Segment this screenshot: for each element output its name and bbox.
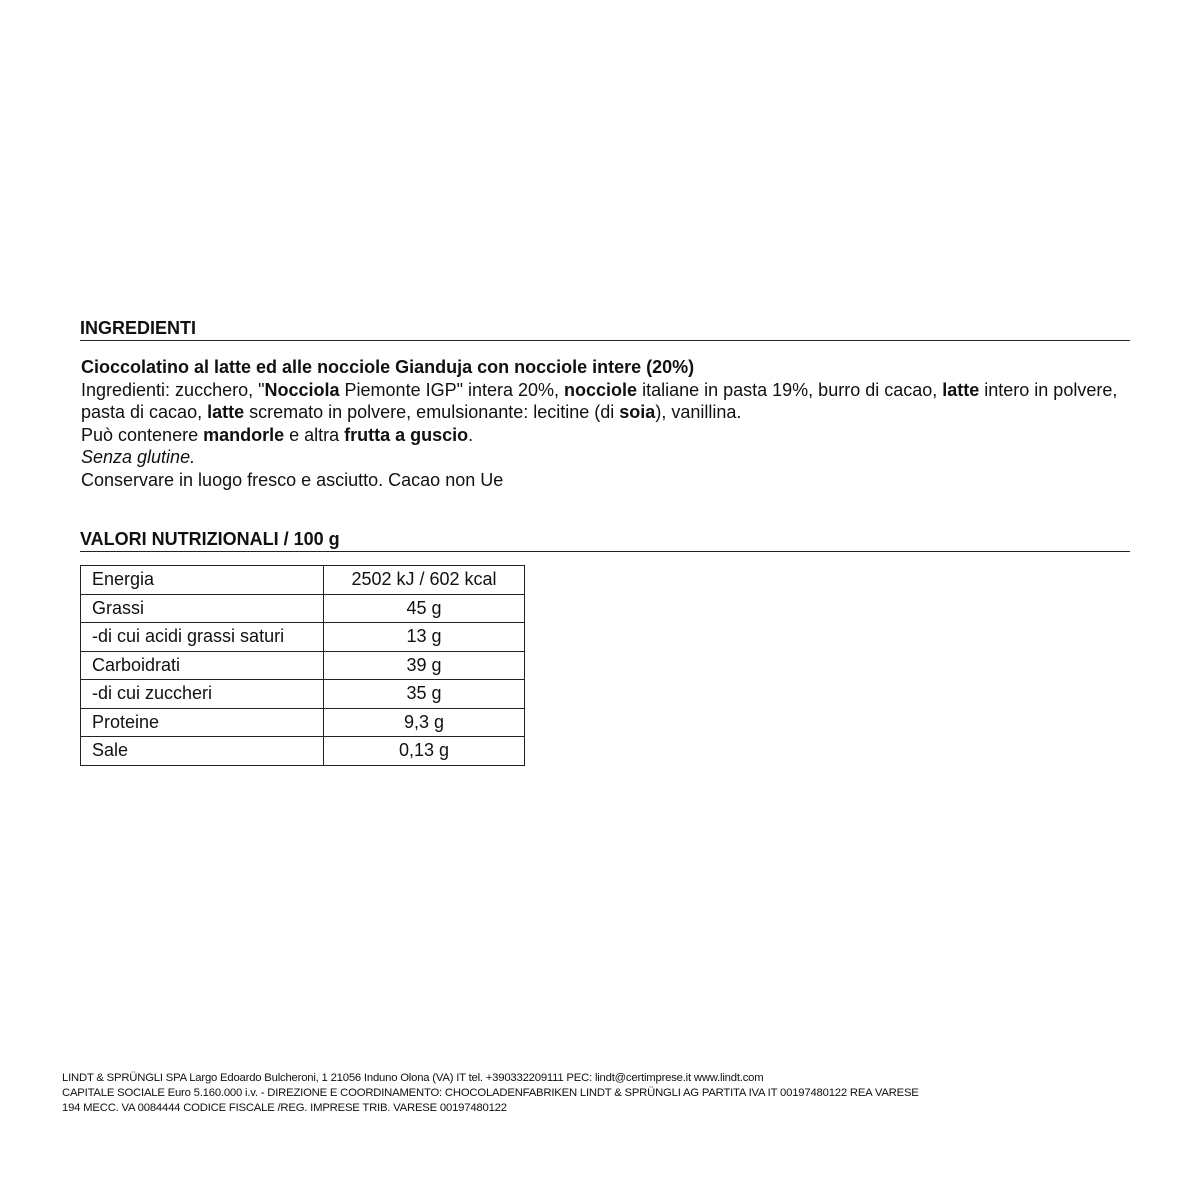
nutrition-row (81, 594, 525, 623)
nutrition-row (81, 680, 525, 709)
nutrient-value: 13 g (324, 623, 525, 652)
product-name: Cioccolatino al latte ed alle nocciole Gianduja con nocciole intere (20%) (81, 357, 695, 377)
nutrition-row (81, 737, 525, 766)
allergen-text: soia (619, 402, 656, 422)
nutrition-heading: VALORI NUTRIZIONALI / 100 g (80, 528, 1130, 552)
footer-line: CAPITALE SOCIALE Euro 5.160.000 i.v. - DIREZIONE E COORDINAMENTO: CHOCOLADENFABRIKEN LINDT & SPRÜNGLI AG PARTITA IVA IT 00197480122 REA VARESE (62, 1087, 919, 1099)
ingredient-text: intero in polvere, pasta di cacao, (81, 379, 1118, 422)
ingredient-text: italiane in pasta 19%, burro di cacao, (637, 379, 943, 400)
nutrient-value: 35 g (324, 680, 525, 709)
company-footer (62, 1071, 1162, 1116)
nutrition-row (81, 623, 525, 652)
nutrition-row (81, 708, 525, 737)
allergen-text: Nocciola (264, 379, 340, 400)
nutrient-value: 9,3 g (324, 708, 525, 737)
nutrition-table (80, 565, 525, 766)
nutrient-value: 2502 kJ / 602 kcal (324, 566, 525, 595)
nutrient-label: Grassi (81, 594, 324, 623)
ingredient-text: Piemonte IGP" intera 20%, (339, 379, 565, 400)
allergen-text: latte (942, 379, 980, 400)
ingredient-text: Ingredienti: zucchero, " (81, 379, 265, 400)
nutrient-value: 45 g (324, 594, 525, 623)
nutrient-label: -di cui acidi grassi saturi (81, 623, 324, 652)
nutrient-label: -di cui zuccheri (81, 680, 324, 709)
allergen-text: latte (207, 402, 245, 422)
nutrient-label: Energia (81, 566, 324, 595)
nutrient-value: 39 g (324, 651, 525, 680)
ingredient-text: scremato in polvere, emulsionante: lecitine (di (244, 402, 620, 422)
allergen-warning (81, 424, 1141, 447)
nutrition-row (81, 651, 525, 680)
footer-line: 194 MECC. VA 0084444 CODICE FISCALE /REG. IMPRESE TRIB. VARESE 00197480122 (62, 1102, 507, 1114)
allergen-text: nocciole (564, 379, 638, 400)
nutrient-label: Sale (81, 737, 324, 766)
nutrient-label: Proteine (81, 708, 324, 737)
allergen-text: frutta a guscio (344, 424, 469, 445)
ingredient-text: . (468, 424, 474, 445)
footer-line: LINDT & SPRÜNGLI SPA Largo Edoardo Bulcheroni, 1 21056 Induno Olona (VA) IT tel. +390332209111 PEC: lindt@certimprese.it www.lindt.com (62, 1072, 764, 1084)
gluten-free-note: Senza glutine. (81, 447, 196, 467)
nutrition-row (81, 566, 525, 595)
ingredients-list (81, 379, 1141, 424)
storage-note: Conservare in luogo fresco e asciutto. Cacao non Ue (81, 469, 504, 490)
allergen-text: mandorle (203, 424, 285, 445)
ingredient-text: e altra (284, 424, 345, 445)
nutrient-value: 0,13 g (324, 737, 525, 766)
ingredient-text: Può contenere (81, 424, 204, 445)
nutrient-label: Carboidrati (81, 651, 324, 680)
ingredients-body (81, 356, 1141, 491)
ingredient-text: ), vanillina. (655, 402, 742, 422)
ingredients-heading: INGREDIENTI (80, 317, 1130, 341)
